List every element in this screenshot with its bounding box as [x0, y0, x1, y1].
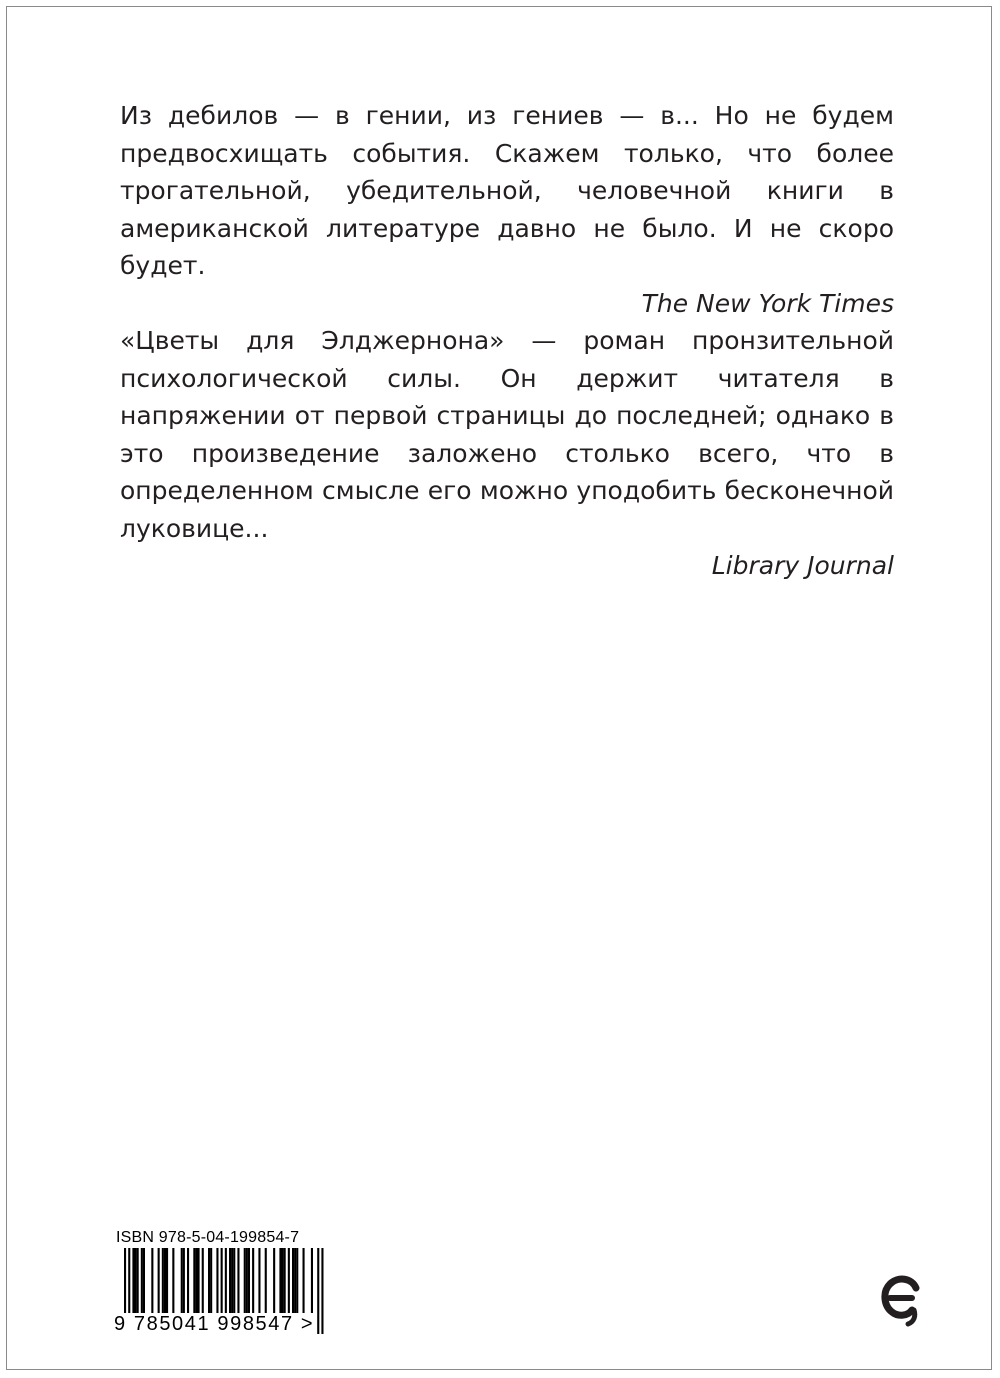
barcode-bar	[317, 1248, 319, 1334]
review-text: «Цветы для Элджернона» — роман пронзительной психологической силы. Он держит читателя в напряжении от первой страницы до последней; однако в это произведение заложено столько всего, что в определенном смысле его можно уподобить бесконечной луковице...	[120, 326, 894, 543]
review-source: The New York Times	[641, 288, 894, 318]
review-quote-2	[120, 322, 894, 585]
barcode-digits: 9 785041 998547 >	[114, 1313, 315, 1335]
eksmo-logo-icon	[878, 1268, 928, 1328]
review-quote-1	[120, 97, 894, 322]
review-text: Из дебилов — в гении, из гениев — в... Но не будем предвосхищать события. Скажем только, что более трогательной, убедительной, человечной книги в американской литературе давно не было. И не скоро будет.	[120, 101, 894, 280]
isbn-label: ISBN 978-5-04-199854-7	[116, 1229, 300, 1246]
barcode-bar	[321, 1248, 323, 1334]
review-source: Library Journal	[711, 551, 894, 580]
